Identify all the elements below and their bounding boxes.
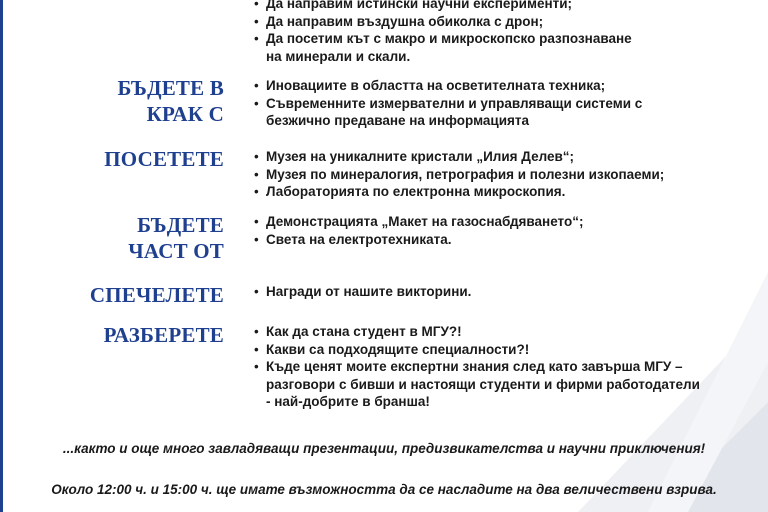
list-item: • Как да стана студент в МГУ?! (254, 323, 700, 341)
list-item: • Да направим въздушна обиколка с дрон; (254, 13, 632, 31)
footer-line-presentations: ...както и още много завладяващи презентации, предизвикателства и научни приключения! (62, 441, 706, 456)
left-accent-bar (0, 0, 3, 512)
section-list-be-up-to-date (254, 77, 642, 130)
list-item: • Лабораторията по електронна микроскопия. (254, 183, 664, 201)
list-item: • Какви са подходящите специалности?! (254, 341, 700, 359)
section-title-win: СПЕЧЕЛЕТЕ (89, 283, 224, 307)
section-list-find-out (254, 323, 700, 411)
list-item: • Къде ценят моите експертни знания след като завърша МГУ – разговори с бивши и настоящи студенти и фирми работодатели - най-добрите в бранша! (254, 358, 700, 411)
section-list-win (254, 283, 471, 301)
list-item: • Да посетим кът с макро и микроскопско разпознаване на минерали и скали. (254, 30, 632, 65)
footer-line-explosions: Около 12:00 ч. и 15:00 ч. ще имате възможността да се насладите на два величествени взрива. (51, 482, 717, 497)
list-item: • Награди от нашите викторини. (254, 283, 471, 301)
list-item: • Съвременните измервателни и управляващи системи с безжично предаване на информацията (254, 95, 642, 130)
section-title-visit: ПОСЕТЕТЕ (104, 147, 224, 171)
section-title-be-part-of: БЪДЕТЕ ЧАСТ ОТ (128, 213, 224, 263)
list-item: • Иновациите в областта на осветителната техника; (254, 77, 642, 95)
top-list (254, 0, 632, 65)
section-title-find-out: РАЗБЕРЕТЕ (103, 323, 224, 347)
list-item: • Музея по минералогия, петрография и полезни изкопаеми; (254, 166, 664, 184)
list-item: • Музея на уникалните кристали „Илия Делев“; (254, 148, 664, 166)
section-list-be-part-of (254, 213, 583, 248)
section-list-visit (254, 148, 664, 201)
list-item: • Да направим истински научни експерименти; (254, 0, 632, 13)
list-item: • Демонстрацията „Макет на газоснабдяването“; (254, 213, 583, 231)
list-item: • Света на електротехниката. (254, 231, 583, 249)
section-title-be-up-to-date: БЪДЕТЕ В КРАК С (117, 76, 224, 126)
